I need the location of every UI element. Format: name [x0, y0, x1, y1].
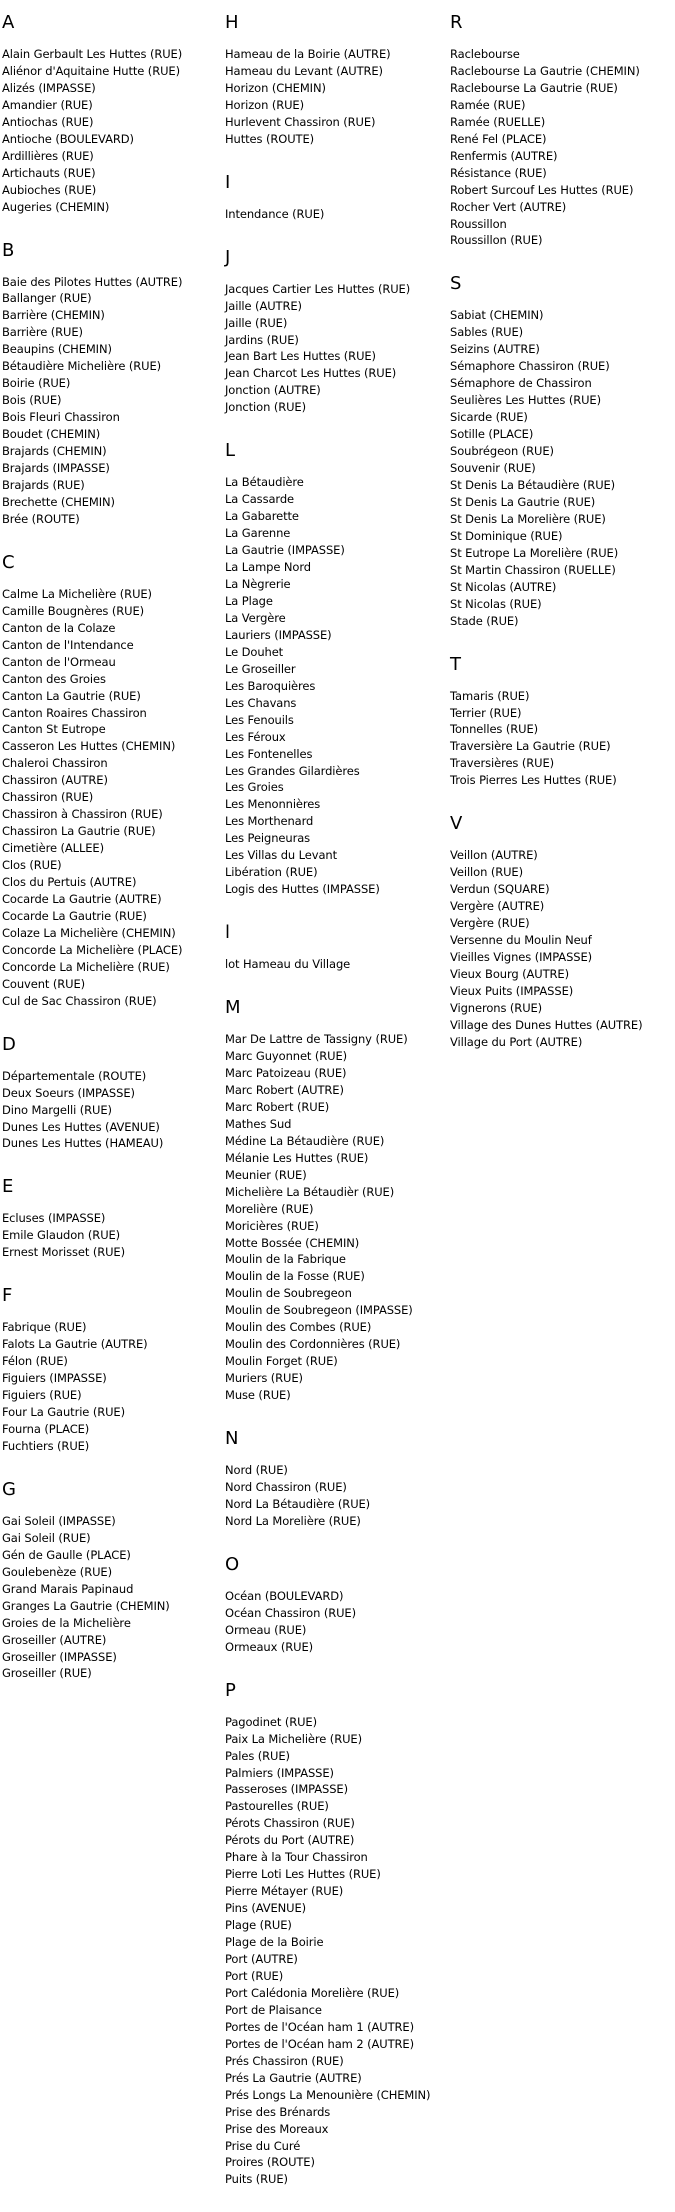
street-name: Fourna (PLACE)	[2, 1422, 90, 1436]
letter-section	[225, 247, 440, 417]
street-name: Soubrégeon (RUE)	[450, 444, 554, 459]
street-name: Jacques Cartier Les Huttes (RUE)	[225, 281, 411, 296]
street-name: La Gabarette	[225, 509, 299, 524]
street-name: Les Fontenelles	[225, 746, 313, 761]
street-name: Amandier (RUE)	[2, 97, 93, 112]
letter-section	[225, 1554, 440, 1656]
street-name: Brée (ROUTE)	[2, 511, 80, 526]
street-name: Nord La Morelière (RUE)	[225, 1513, 361, 1528]
street-name: Port de Plaisance	[225, 2002, 322, 2017]
street-name: Couvent (RUE)	[2, 976, 86, 991]
street-name: Puits (RUE)	[225, 2172, 288, 2187]
street-name: Artichauts (RUE)	[2, 165, 96, 180]
street-list	[450, 847, 665, 1050]
street-name: St Martin Chassiron (RUELLE)	[450, 562, 616, 577]
street-name: Chaleroi Chassiron	[2, 756, 108, 771]
street-name: Verdun (SQUARE)	[450, 882, 550, 897]
street-name: Vignerons (RUE)	[450, 1000, 543, 1015]
street-name: Moulin des Combes (RUE)	[225, 1320, 372, 1335]
street-name: Nord Chassiron (RUE)	[225, 1480, 347, 1494]
street-name: Le Groseiller	[225, 661, 296, 676]
street-name: Canton La Gautrie (RUE)	[2, 688, 141, 703]
street-name: Canton des Groies	[2, 671, 106, 686]
street-name: Le Douhet	[225, 644, 284, 659]
street-name: Moricières (RUE)	[225, 1218, 319, 1233]
letter-section	[2, 240, 217, 528]
section-letter-heading: l	[225, 922, 231, 944]
letter-section	[2, 1479, 217, 1683]
street-name: Village du Port (AUTRE)	[450, 1034, 583, 1049]
street-name: Les Groies	[225, 780, 284, 795]
street-name: Prés Chassiron (RUE)	[225, 2053, 344, 2068]
street-list	[450, 46, 665, 249]
street-name: Paix La Michelière (RUE)	[225, 1731, 362, 1746]
street-name: Stade (RUE)	[450, 613, 519, 628]
street-name: Océan (BOULEVARD)	[225, 1588, 344, 1603]
street-name: Dunes Les Huttes (HAMEAU)	[2, 1136, 164, 1151]
street-name: Seizins (AUTRE)	[450, 342, 540, 357]
street-name: Fabrique (RUE)	[2, 1320, 87, 1335]
street-name: Port (AUTRE)	[225, 1952, 298, 1967]
street-name: Clos (RUE)	[2, 858, 62, 873]
street-name: Huttes (ROUTE)	[225, 131, 314, 146]
street-name: Raclebourse La Gautrie (RUE)	[450, 80, 618, 95]
street-name: Sotille (PLACE)	[450, 427, 534, 442]
street-name: Passeroses (IMPASSE)	[225, 1782, 348, 1797]
letter-section	[2, 552, 217, 1010]
street-name: St Eutrope La Morelière (RUE)	[450, 545, 619, 560]
street-name: St Nicolas (AUTRE)	[450, 579, 557, 594]
street-name: Les Menonnières	[225, 797, 321, 812]
street-name: Sémaphore de Chassiron	[450, 376, 592, 391]
street-name: St Nicolas (RUE)	[450, 596, 542, 611]
street-name: Moulin Forget (RUE)	[225, 1354, 338, 1369]
street-name: Raclebourse	[450, 47, 520, 61]
street-name: Bois Fleuri Chassiron	[2, 410, 120, 425]
street-name: Les Féroux	[225, 729, 286, 744]
street-name: Moulin de la Fabrique	[225, 1252, 346, 1267]
street-name: Aliénor d'Aquitaine Hutte (RUE)	[2, 63, 180, 78]
street-name: Vieux Puits (IMPASSE)	[450, 983, 574, 998]
street-name: Colaze La Michelière (CHEMIN)	[2, 925, 176, 940]
street-name: Les Fenouils	[225, 712, 294, 727]
street-name: Hameau du Levant (AUTRE)	[225, 63, 383, 78]
street-list	[450, 688, 665, 790]
street-name: Hameau de la Boirie (AUTRE)	[225, 47, 391, 61]
column-2	[225, 12, 440, 2212]
street-name: Canton de la Colaze	[2, 620, 116, 635]
section-letter-heading: T	[450, 653, 461, 675]
street-name: Marc Guyonnet (RUE)	[225, 1049, 348, 1064]
street-name: Clos du Pertuis (AUTRE)	[2, 875, 137, 890]
street-name: Robert Surcouf Les Huttes (RUE)	[450, 182, 634, 197]
street-name: Pérots du Port (AUTRE)	[225, 1833, 355, 1848]
letter-section	[2, 1034, 217, 1153]
street-name: Ormeaux (RUE)	[225, 1639, 313, 1654]
street-name: Jardins (RUE)	[225, 332, 299, 347]
street-name: Souvenir (RUE)	[450, 461, 536, 476]
street-name: Falots La Gautrie (AUTRE)	[2, 1337, 148, 1352]
street-name: Casseron Les Huttes (CHEMIN)	[2, 739, 176, 754]
street-name: Port (RUE)	[225, 1968, 284, 1983]
street-name: Gai Soleil (RUE)	[2, 1530, 91, 1545]
street-name: Vergère (AUTRE)	[450, 899, 545, 914]
street-list	[225, 1462, 440, 1530]
street-name: Boirie (RUE)	[2, 376, 71, 391]
section-letter-heading: L	[225, 440, 236, 462]
street-list	[2, 586, 217, 1010]
street-name: Résistance (RUE)	[450, 165, 547, 180]
street-name: St Denis La Bétaudière (RUE)	[450, 477, 616, 492]
street-list	[2, 46, 217, 216]
letter-section	[225, 997, 440, 1404]
section-letter-heading: R	[450, 12, 463, 33]
street-name: Jaille (RUE)	[225, 315, 288, 330]
street-name: Veillon (RUE)	[450, 865, 523, 880]
street-name: Cimetière (ALLEE)	[2, 841, 104, 856]
street-name: Aubioches (RUE)	[2, 182, 97, 197]
street-name: St Denis La Morelière (RUE)	[450, 511, 606, 526]
street-name: Cul de Sac Chassiron (RUE)	[2, 993, 157, 1008]
street-name: Portes de l'Océan ham 2 (AUTRE)	[225, 2036, 414, 2051]
street-list	[2, 1210, 217, 1261]
street-name: Hurlevent Chassiron (RUE)	[225, 114, 376, 129]
letter-section	[225, 1428, 440, 1530]
street-name: Traversières (RUE)	[450, 756, 555, 771]
street-name: Moulin de la Fosse (RUE)	[225, 1269, 365, 1284]
street-list	[225, 281, 440, 417]
street-name: Boudet (CHEMIN)	[2, 427, 101, 442]
section-letter-heading: A	[2, 12, 15, 33]
street-name: La Bétaudière	[225, 475, 304, 490]
section-letter-heading: H	[225, 12, 239, 33]
street-name: Pierre Loti Les Huttes (RUE)	[225, 1867, 381, 1882]
street-name: Beaupins (CHEMIN)	[2, 342, 112, 357]
street-name: Phare à la Tour Chassiron	[225, 1850, 368, 1865]
street-name: Groseiller (IMPASSE)	[2, 1649, 117, 1664]
street-name: Pagodinet (RUE)	[225, 1714, 317, 1729]
street-name: Muse (RUE)	[225, 1388, 291, 1403]
street-name: Muriers (RUE)	[225, 1371, 303, 1386]
street-name: Logis des Huttes (IMPASSE)	[225, 882, 380, 897]
street-name: La Plage	[225, 593, 273, 608]
street-name: Marc Robert (AUTRE)	[225, 1082, 344, 1097]
street-name: Brajards (RUE)	[2, 477, 85, 492]
street-name: Mar De Lattre de Tassigny (RUE)	[225, 1032, 408, 1047]
street-name: Prés Longs La Menounière (CHEMIN)	[225, 2087, 431, 2102]
street-list	[2, 1513, 217, 1683]
street-name: Brechette (CHEMIN)	[2, 494, 115, 509]
letter-section	[450, 813, 665, 1050]
letter-section	[2, 1285, 217, 1455]
street-list	[2, 1068, 217, 1153]
street-name: Calme La Michelière (RUE)	[2, 586, 152, 601]
street-name: Bétaudière Michelière (RUE)	[2, 359, 162, 374]
street-name: Motte Bossée (CHEMIN)	[225, 1235, 360, 1250]
street-name: Gén de Gaulle (PLACE)	[2, 1547, 131, 1562]
street-name: Jean Bart Les Huttes (RUE)	[225, 349, 376, 364]
street-name: Bois (RUE)	[2, 393, 62, 408]
street-name: Grand Marais Papinaud	[2, 1581, 134, 1596]
street-name: Prise des Moreaux	[225, 2121, 329, 2136]
street-name: Cocarde La Gautrie (RUE)	[2, 908, 147, 923]
section-letter-heading: M	[225, 997, 241, 1019]
street-name: St Dominique (RUE)	[450, 528, 563, 543]
street-name: La Cassarde	[225, 492, 295, 507]
street-name: Vieux Bourg (AUTRE)	[450, 966, 569, 981]
street-name: Marc Patoizeau (RUE)	[225, 1065, 347, 1080]
letter-section	[450, 654, 665, 790]
street-name: Mélanie Les Huttes (RUE)	[225, 1150, 369, 1165]
street-list	[2, 1319, 217, 1455]
street-name: Michelière La Bétaudièr (RUE)	[225, 1184, 395, 1199]
street-name: Meunier (RUE)	[225, 1167, 307, 1182]
street-name: Nord (RUE)	[225, 1463, 288, 1478]
street-name: Les Chavans	[225, 695, 297, 710]
street-name: Fuchtiers (RUE)	[2, 1438, 90, 1453]
street-name: Morelière (RUE)	[225, 1201, 314, 1216]
street-name: Moulin des Cordonnières (RUE)	[225, 1337, 401, 1352]
street-name: Cocarde La Gautrie (AUTRE)	[2, 891, 162, 906]
street-name: Prés La Gautrie (AUTRE)	[225, 2070, 362, 2085]
street-name: Deux Soeurs (IMPASSE)	[2, 1085, 135, 1100]
street-name: René Fel (PLACE)	[450, 131, 547, 146]
street-name: Groies de la Michelière	[2, 1615, 131, 1630]
street-name: Marc Robert (RUE)	[225, 1099, 330, 1114]
street-name: Pérots Chassiron (RUE)	[225, 1816, 355, 1831]
column-1	[2, 12, 217, 1706]
street-name: Jonction (RUE)	[225, 400, 306, 415]
street-name: Vieilles Vignes (IMPASSE)	[450, 949, 593, 964]
section-letter-heading: G	[2, 1478, 16, 1500]
section-letter-heading: J	[225, 246, 231, 268]
street-name: Intendance (RUE)	[225, 206, 325, 221]
street-name: Pierre Métayer (RUE)	[225, 1884, 344, 1899]
street-name: Concorde La Michelière (RUE)	[2, 959, 170, 974]
letter-section	[2, 12, 217, 216]
street-name: Les Grandes Gilardières	[225, 763, 360, 778]
street-name: Ardillières (RUE)	[2, 148, 94, 163]
section-letter-heading: F	[2, 1285, 13, 1307]
street-name: Roussillon (RUE)	[450, 233, 543, 248]
street-name: Océan Chassiron (RUE)	[225, 1605, 356, 1620]
street-name: Alizés (IMPASSE)	[2, 80, 96, 95]
street-name: Canton de l'Intendance	[2, 637, 134, 652]
street-name: La Garenne	[225, 526, 291, 541]
street-list	[450, 307, 665, 629]
street-name: Ballanger (RUE)	[2, 291, 92, 306]
street-list	[225, 46, 440, 148]
street-name: Dunes Les Huttes (AVENUE)	[2, 1119, 160, 1134]
street-name: Goulebenèze (RUE)	[2, 1564, 112, 1579]
street-name: Les Peigneuras	[225, 831, 311, 846]
street-name: Granges La Gautrie (CHEMIN)	[2, 1598, 170, 1613]
street-name: Les Baroquières	[225, 678, 316, 693]
street-name: Rocher Vert (AUTRE)	[450, 199, 567, 214]
letter-section	[2, 1176, 217, 1261]
section-letter-heading: B	[2, 239, 15, 261]
street-name: Tamaris (RUE)	[450, 688, 530, 703]
street-name: Augeries (CHEMIN)	[2, 199, 110, 214]
street-name: Les Villas du Levant	[225, 848, 337, 863]
street-name: Plage de la Boirie	[225, 1935, 324, 1950]
street-list	[225, 1031, 440, 1404]
street-name: Versenne du Moulin Neuf	[450, 933, 592, 948]
street-name: Moulin de Soubregeon (IMPASSE)	[225, 1303, 413, 1318]
street-name: Antioche (BOULEVARD)	[2, 131, 134, 146]
street-name: La Nègrerie	[225, 577, 291, 592]
section-letter-heading: N	[225, 1428, 239, 1450]
street-name: Barrière (CHEMIN)	[2, 308, 105, 323]
street-name: Figuiers (IMPASSE)	[2, 1371, 107, 1386]
street-name: La Lampe Nord	[225, 560, 311, 575]
section-letter-heading: S	[450, 273, 462, 295]
street-name: Traversière La Gautrie (RUE)	[450, 739, 611, 754]
street-name: Canton de l'Ormeau	[2, 654, 116, 669]
street-name: La Gautrie (IMPASSE)	[225, 543, 345, 558]
street-name: Pales (RUE)	[225, 1748, 290, 1763]
street-name: La Vergère	[225, 610, 286, 625]
letter-section	[225, 440, 440, 898]
street-name: Trois Pierres Les Huttes (RUE)	[450, 773, 617, 788]
street-name: Vergère (RUE)	[450, 916, 530, 931]
street-name: St Denis La Gautrie (RUE)	[450, 494, 596, 509]
street-name: Groseiller (RUE)	[2, 1666, 92, 1681]
street-name: Groseiller (AUTRE)	[2, 1632, 107, 1647]
street-name: Jaille (AUTRE)	[225, 298, 302, 313]
street-list	[225, 206, 440, 223]
street-name: Ormeau (RUE)	[225, 1622, 307, 1637]
street-name: Pastourelles (RUE)	[225, 1799, 329, 1814]
section-letter-heading: I	[225, 171, 231, 193]
street-name: Pins (AVENUE)	[225, 1901, 307, 1916]
street-name: Canton Roaires Chassiron	[2, 705, 147, 720]
street-name: Sables (RUE)	[450, 325, 524, 340]
street-name: Port Calédonia Morelière (RUE)	[225, 1985, 400, 2000]
street-name: Sicarde (RUE)	[450, 410, 528, 425]
street-name: Ecluses (IMPASSE)	[2, 1211, 106, 1226]
street-name: Gai Soleil (IMPASSE)	[2, 1513, 116, 1528]
street-name: Lauriers (IMPASSE)	[225, 627, 332, 642]
street-list	[225, 1714, 440, 2189]
street-name: Village des Dunes Huttes (AUTRE)	[450, 1017, 643, 1032]
street-name: Proires (ROUTE)	[225, 2155, 315, 2170]
street-name: Les Morthenard	[225, 814, 314, 829]
street-name: Raclebourse La Gautrie (CHEMIN)	[450, 63, 640, 78]
street-name: Emile Glaudon (RUE)	[2, 1228, 121, 1243]
street-name: Seulières Les Huttes (RUE)	[450, 393, 601, 408]
letter-section	[225, 1680, 440, 2189]
letter-section	[225, 922, 440, 973]
street-name: Canton St Eutrope	[2, 722, 106, 737]
street-name: Palmiers (IMPASSE)	[225, 1765, 334, 1780]
street-name: Brajards (IMPASSE)	[2, 461, 110, 476]
street-name: Tonnelles (RUE)	[450, 722, 539, 737]
letter-section	[450, 12, 665, 249]
letter-section	[225, 172, 440, 223]
street-name: Brajards (CHEMIN)	[2, 444, 107, 459]
street-name: Chassiron à Chassiron (RUE)	[2, 807, 163, 822]
street-name: Ramée (RUELLE)	[450, 114, 546, 129]
street-name: Prise des Brénards	[225, 2104, 331, 2119]
section-letter-heading: P	[225, 1679, 236, 1701]
street-name: Plage (RUE)	[225, 1918, 292, 1933]
street-list	[2, 274, 217, 528]
street-name: Mathes Sud	[225, 1116, 292, 1131]
street-name: Nord La Bétaudière (RUE)	[225, 1496, 371, 1511]
street-name: Horizon (RUE)	[225, 97, 304, 112]
street-name: Libération (RUE)	[225, 865, 318, 880]
street-name: Chassiron (RUE)	[2, 790, 94, 805]
street-name: Baie des Pilotes Huttes (AUTRE)	[2, 274, 183, 289]
street-name: Figuiers (RUE)	[2, 1388, 82, 1403]
street-name: Ernest Morisset (RUE)	[2, 1245, 125, 1260]
street-name: Concorde La Michelière (PLACE)	[2, 942, 183, 957]
street-name: Médine La Bétaudière (RUE)	[225, 1133, 385, 1148]
street-name: Jean Charcot Les Huttes (RUE)	[225, 366, 397, 381]
street-name: Roussillon	[450, 216, 507, 231]
street-name: Antiochas (RUE)	[2, 114, 94, 129]
street-name: Portes de l'Océan ham 1 (AUTRE)	[225, 2019, 414, 2034]
street-name: Terrier (RUE)	[450, 705, 522, 720]
street-name: Camille Bougnères (RUE)	[2, 603, 145, 618]
street-name: Félon (RUE)	[2, 1354, 68, 1369]
section-letter-heading: E	[2, 1176, 14, 1198]
street-list	[225, 474, 440, 898]
street-name: Départementale (ROUTE)	[2, 1068, 147, 1083]
letter-section	[225, 12, 440, 148]
section-letter-heading: D	[2, 1033, 16, 1055]
street-name: Alain Gerbault Les Huttes (RUE)	[2, 47, 183, 61]
section-letter-heading: C	[2, 551, 15, 573]
street-name: Ramée (RUE)	[450, 97, 526, 112]
street-list	[225, 956, 440, 973]
street-name: Horizon (CHEMIN)	[225, 80, 326, 95]
street-name: Renfermis (AUTRE)	[450, 148, 558, 163]
street-name: Chassiron (AUTRE)	[2, 773, 108, 788]
street-name: Sabiat (CHEMIN)	[450, 308, 544, 323]
street-name: Sémaphore Chassiron (RUE)	[450, 359, 610, 374]
street-name: Four La Gautrie (RUE)	[2, 1405, 125, 1420]
street-name: Barrière (RUE)	[2, 325, 83, 340]
street-name: lot Hameau du Village	[225, 957, 351, 972]
letter-section	[450, 273, 665, 629]
street-name: Jonction (AUTRE)	[225, 383, 321, 398]
street-name: Prise du Curé	[225, 2138, 301, 2153]
street-list	[225, 1588, 440, 1656]
street-name: Moulin de Soubregeon	[225, 1286, 352, 1301]
section-letter-heading: O	[225, 1553, 240, 1575]
street-name: Veillon (AUTRE)	[450, 848, 538, 863]
column-3	[450, 12, 665, 1075]
street-name: Chassiron La Gautrie (RUE)	[2, 824, 156, 839]
section-letter-heading: V	[450, 813, 463, 835]
street-name: Dino Margelli (RUE)	[2, 1102, 112, 1117]
